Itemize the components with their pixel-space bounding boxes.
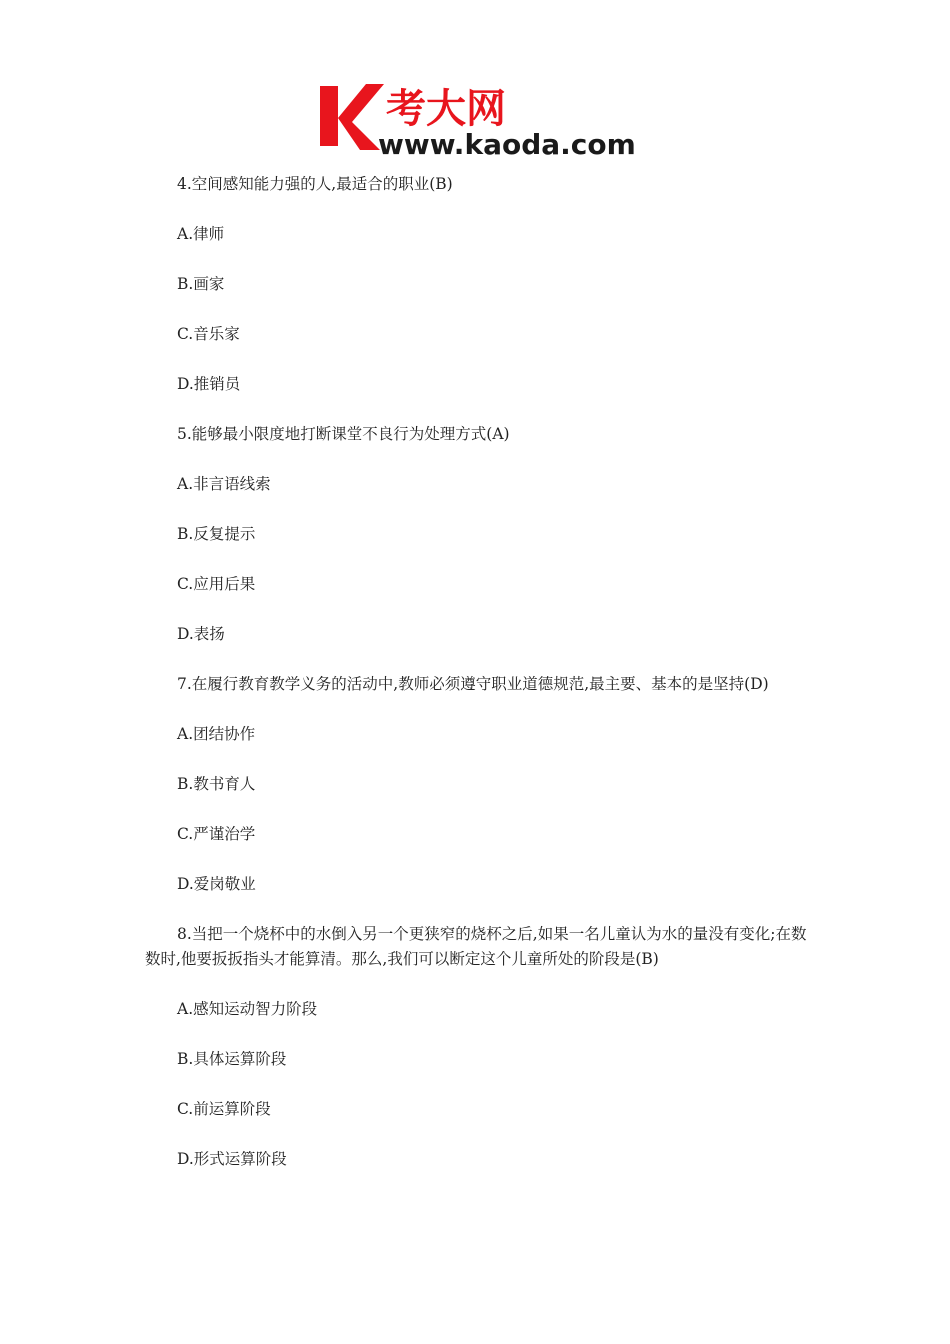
kaoda-logo — [318, 80, 638, 160]
option-a: A.团结协作 — [177, 725, 256, 743]
option-d: D.表扬 — [177, 625, 225, 643]
option-b: B.教书育人 — [177, 775, 256, 793]
question-text: 7.在履行教育教学义务的活动中,教师必须遵守职业道德规范,最主要、基本的是坚持(D) — [177, 675, 769, 693]
option-d: D.推销员 — [177, 375, 241, 393]
option-c: C.严谨治学 — [177, 825, 256, 843]
question-text: 5.能够最小限度地打断课堂不良行为处理方式(A) — [177, 425, 510, 443]
option-a: A.非言语线索 — [177, 475, 271, 493]
option-b: B.具体运算阶段 — [177, 1050, 287, 1068]
question-text: 8.当把一个烧杯中的水倒入另一个更狭窄的烧杯之后,如果一名儿童认为水的量没有变化;在数数时,他要扳扳指头才能算清。那么,我们可以断定这个儿童所处的阶段是(B) — [145, 925, 807, 968]
option-c: C.前运算阶段 — [177, 1100, 271, 1118]
kaoda-logo-graphic — [318, 80, 638, 160]
option-a: A.律师 — [177, 225, 225, 243]
question-text: 4.空间感知能力强的人,最适合的职业(B) — [177, 175, 453, 193]
option-b: B.反复提示 — [177, 525, 256, 543]
option-a: A.感知运动智力阶段 — [177, 1000, 318, 1018]
option-c: C.应用后果 — [177, 575, 256, 593]
option-d: D.形式运算阶段 — [177, 1150, 287, 1168]
exam-content — [145, 172, 810, 1172]
logo-url-text: www.kaoda.com — [378, 128, 636, 160]
option-c: C.音乐家 — [177, 325, 240, 343]
option-d: D.爱岗敬业 — [177, 875, 256, 893]
logo-k-stem-icon — [320, 86, 338, 146]
option-b: B.画家 — [177, 275, 225, 293]
logo-brand-cn: 考大网 — [386, 86, 506, 132]
